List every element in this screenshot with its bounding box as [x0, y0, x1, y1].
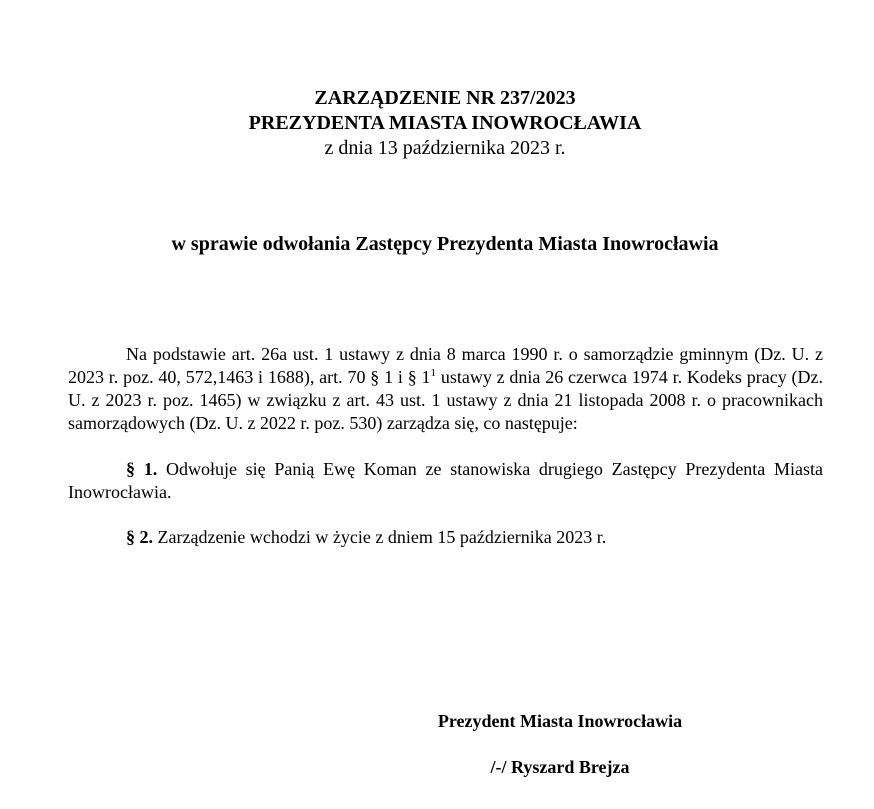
document-subject: w sprawie odwołania Zastępcy Prezydenta Miasta Inowrocławia: [171, 233, 719, 255]
legal-basis-superscript: 1: [430, 367, 437, 379]
paragraph-1: [68, 458, 823, 504]
document-number: ZARZĄDZENIE NR 237/2023: [314, 87, 576, 109]
paragraph-2: [68, 526, 823, 549]
issuing-authority: PREZYDENTA MIASTA INOWROCŁAWIA: [248, 112, 642, 134]
signatory-title: Prezydent Miasta Inowrocławia: [437, 711, 683, 731]
paragraph-2-number: § 2.: [126, 527, 153, 547]
legal-basis-paragraph: [68, 343, 823, 435]
document-date: z dnia 13 października 2023 r.: [324, 137, 566, 159]
document-header: [0, 86, 874, 161]
signatory-name: /-/ Ryszard Brejza: [490, 757, 630, 777]
paragraph-1-text: Odwołuje się Panią Ewę Koman ze stanowiska drugiego Zastępcy Prezydenta Miasta Inowrocławia.: [68, 459, 824, 502]
legal-basis-text-1: Na podstawie art. 26a ust. 1 ustawy z dnia 8 marca 1990 r. o samorządzie gminnym (Dz. U. z 2023 r. poz. 40, 572,1463 i 1688), art. 70 § 1 i § 1: [68, 344, 823, 387]
legal-basis-text-2: ustawy z dnia 26 czerwca 1974 r. Kodeks pracy (Dz. U. z 2023 r. poz. 1465) w związku z art. 43 ust. 1 ustawy z dnia 21 listopada 2008 r. o pracownikach samorządowych (Dz. U. z 2022 r. poz. 530) zarządza się, co następuje:: [68, 367, 823, 433]
paragraph-2-text: Zarządzenie wchodzi w życie z dniem 15 października 2023 r.: [153, 527, 607, 547]
paragraph-1-number: § 1.: [126, 459, 158, 479]
